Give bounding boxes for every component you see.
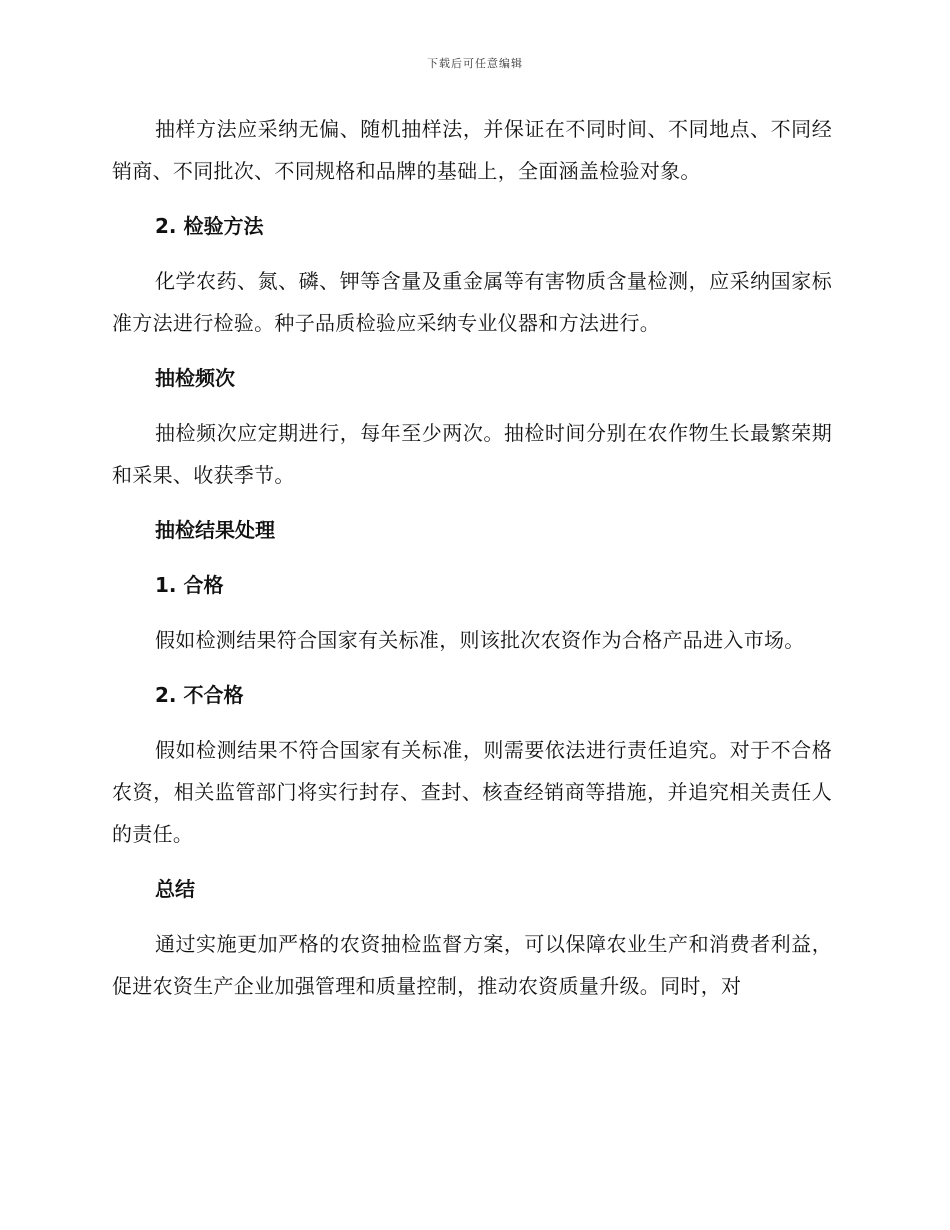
paragraph-summary: 通过实施更加严格的农资抽检监督方案，可以保障农业生产和消费者利益，促进农资生产企业加强管理和质量控制，推动农资质量升级。同时，对 — [112, 932, 832, 998]
heading-unqualified: 2. 不合格 — [155, 683, 244, 707]
paragraph-unqualified: 假如检测结果不符合国家有关标准，则需要依法进行责任追究。对于不合格农资，相关监管部门将实行封存、查封、核查经销商等措施，并追究相关责任人的责任。 — [112, 738, 832, 846]
heading-summary: 总结 — [155, 877, 195, 901]
paragraph-inspection-method: 化学农药、氮、磷、钾等含量及重金属等有害物质含量检测，应采纳国家标准方法进行检验。种子品质检验应采纳专业仪器和方法进行。 — [112, 269, 832, 335]
heading-result-handling: 抽检结果处理 — [155, 518, 275, 542]
heading-qualified: 1. 合格 — [155, 573, 224, 597]
document-body — [112, 108, 832, 1020]
heading-inspection-frequency: 抽检频次 — [155, 366, 235, 390]
page-header: 下载后可任意编辑 — [427, 57, 523, 70]
heading-inspection-method: 2. 检验方法 — [155, 214, 264, 238]
paragraph-qualified: 假如检测结果符合国家有关标准，则该批次农资作为合格产品进入市场。 — [155, 628, 805, 652]
paragraph-sampling-method: 抽样方法应采纳无偏、随机抽样法，并保证在不同时间、不同地点、不同经销商、不同批次、不同规格和品牌的基础上，全面涵盖检验对象。 — [112, 117, 832, 183]
paragraph-inspection-frequency: 抽检频次应定期进行，每年至少两次。抽检时间分别在农作物生长最繁荣期和采果、收获季节。 — [112, 421, 832, 487]
